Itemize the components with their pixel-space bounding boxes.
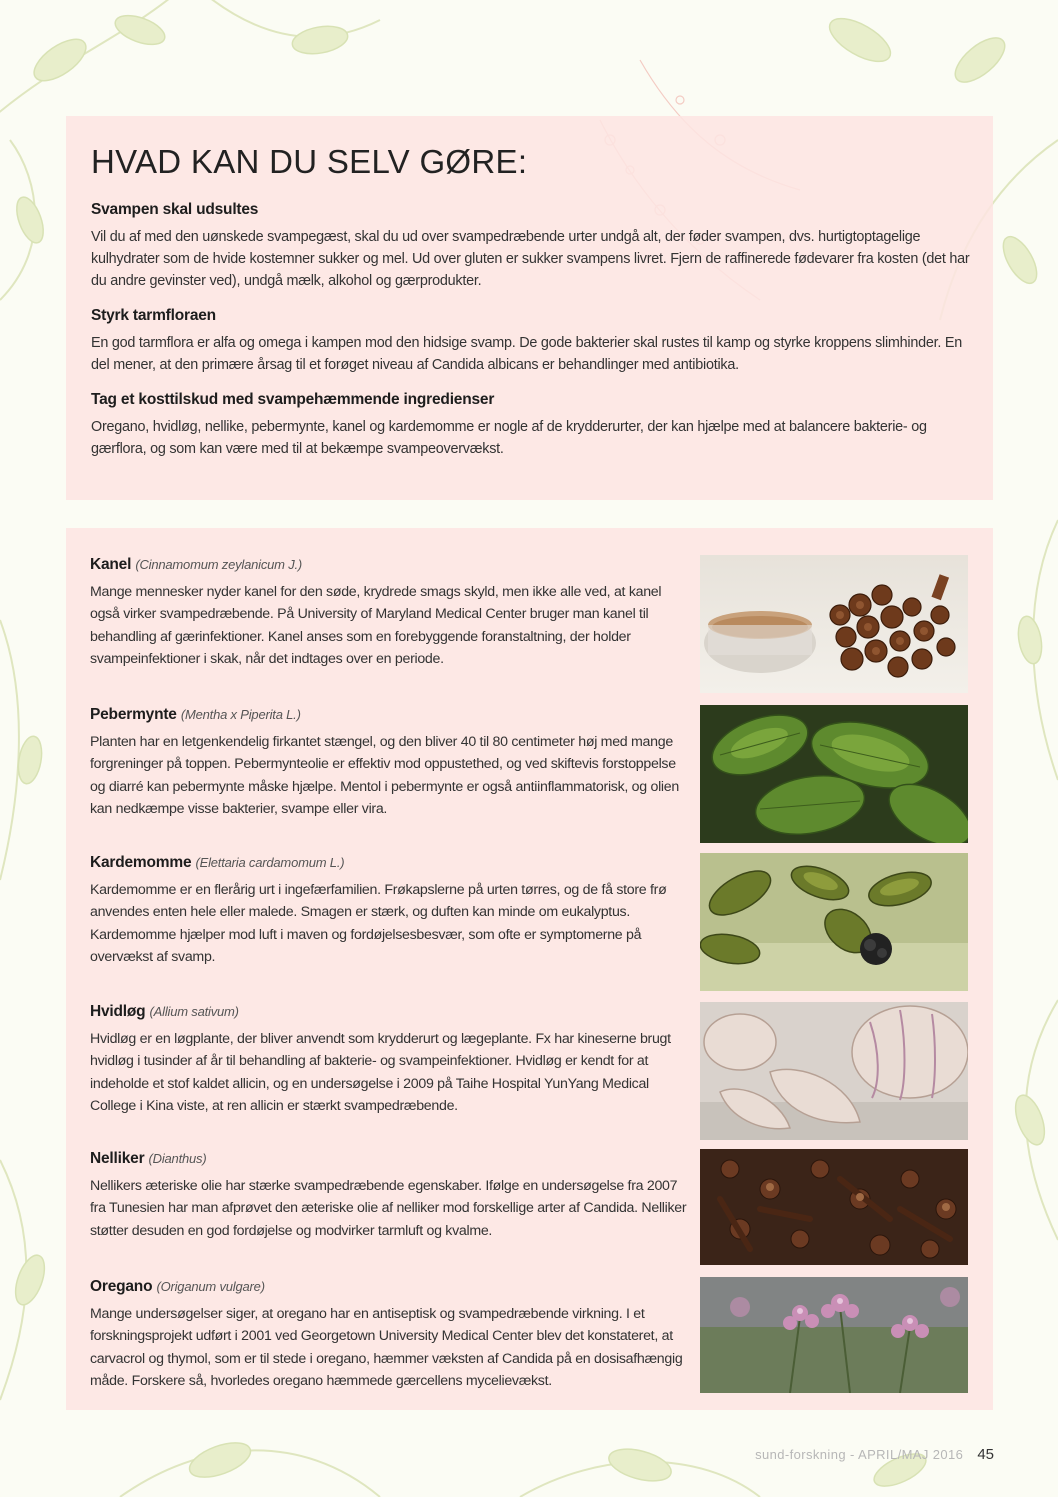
- herb-name: Kanel: [90, 556, 132, 573]
- tip-section-gut-flora: [91, 306, 968, 376]
- peppermint-photo: [700, 705, 968, 843]
- herb-title: [90, 705, 693, 725]
- herb-description: Planten har en letgenkendelig firkantet stængel, og den bliver 40 til 80 centimeter høj med mange forgreninger på toppen. Pebermynteolie er effektiv mod oppustethed, og ved skiftevis forstoppelse og diarré kan pebermynte måske hjælpe. Mentol i pebermynte er også antiinflammatorisk, og olien kan nedkæmpe visse bakterier, svampe eller vira.: [90, 734, 679, 817]
- herb-name: Oregano: [90, 1278, 153, 1295]
- herb-title: [90, 1277, 693, 1297]
- tip-body: En god tarmflora er alfa og omega i kampen mod den hidsige svamp. De gode bakterier skal rustes til kamp og styrke kroppens slimhinder. En del mener, at den primære årsag til et forøget niveau af Candida albicans er behandlinger med antibiotika.: [91, 335, 962, 373]
- cloves-photo: [700, 1149, 968, 1265]
- magazine-issue: sund-forskning - APRIL/MAJ 2016: [755, 1447, 964, 1462]
- oregano-photo: [700, 1277, 968, 1393]
- herb-item-pebermynte: [90, 705, 968, 845]
- herb-text: [90, 1002, 693, 1117]
- herb-item-kardemomme: [90, 853, 968, 993]
- herb-description: Nellikers æteriske olie har stærke svampedræbende egenskaber. Ifølge en undersøgelse fra 2007 fra Tunesien har man afprøvet den æteriske olie af nelliker mod forskellige arter af Candida. Nelliker støtter desuden en god fordøjelse og modvirker tarmluft og kvalme.: [90, 1178, 687, 1239]
- herb-name: Hvidløg: [90, 1003, 146, 1020]
- herb-name: Kardemomme: [90, 854, 192, 871]
- tips-panel: [66, 116, 993, 500]
- cardamom-photo: [700, 853, 968, 991]
- herb-item-nelliker: [90, 1149, 968, 1269]
- herb-latin-name: (Mentha x Piperita L.): [180, 707, 301, 722]
- herb-title: [90, 853, 693, 873]
- tip-body: Vil du af med den uønskede svampegæst, skal du ud over svampedræbende urter undgå alt, der føder svampen, dvs. hurtigtoptagelige kulhydrater som de hvide kostemner sukker og mel. Ud over gluten er sukker svampens livret. Fjern de raffinerede fødevarer fra kosten (det har du andre gevinster ved), undgå mælk, alkohol og gærprodukter.: [91, 229, 970, 289]
- herb-item-hvidloeg: [90, 1002, 968, 1142]
- tip-body: Oregano, hvidløg, nellike, pebermynte, kanel og kardemomme er nogle af de krydderurter, der kan hjælpe med at balancere bakterie- og gærflora, og som kan være med til at bekæmpe svampeovervækst.: [91, 419, 927, 457]
- herb-text: [90, 705, 693, 820]
- tip-section-supplement: [91, 390, 968, 460]
- tip-section-starve-fungus: [91, 200, 968, 292]
- tip-title: Tag et kosttilskud med svampehæmmende ingredienser: [91, 391, 495, 408]
- herb-latin-name: (Cinnamomum zeylanicum J.): [135, 557, 303, 572]
- herb-latin-name: (Elettaria cardamomum L.): [195, 855, 345, 870]
- tip-title: Svampen skal udsultes: [91, 201, 259, 218]
- herb-latin-name: (Dianthus): [148, 1151, 207, 1166]
- herb-text: [90, 853, 693, 968]
- herb-item-oregano: [90, 1277, 968, 1397]
- herbs-panel: [66, 528, 993, 1410]
- herb-text: [90, 1277, 693, 1392]
- page-title: HVAD KAN DU SELV GØRE:: [91, 143, 528, 180]
- herb-title: [90, 1149, 693, 1169]
- herb-description: Mange undersøgelser siger, at oregano har en antiseptisk og svampedræbende virkning. I et forskningsprojekt udført i 2001 ved Georgetown University Medical Center blev det konstateret, at carvacrol og thymol, som er til stede i oregano, hæmmer væksten af Candida på en dosisafhængig måde. Forskere så, hvorledes oregano hæmmede gærcellens mycelievækst.: [90, 1306, 683, 1389]
- herb-name: Nelliker: [90, 1150, 145, 1167]
- page-number: 45: [977, 1446, 994, 1463]
- herb-text: [90, 1149, 693, 1242]
- herb-name: Pebermynte: [90, 706, 177, 723]
- tip-title: Styrk tarmfloraen: [91, 307, 216, 324]
- herb-title: [90, 555, 693, 575]
- herb-description: Kardemomme er en flerårig urt i ingefærfamilien. Frøkapslerne på urten tørres, og de få store frø anvendes enten hele eller malede. Smagen er stærk, og duften kan minde om eukalyptus. Kardemomme hjælper mod luft i maven og fordøjelsesbesvær, som ofte er symptomerne på overvækst af svamp.: [90, 882, 667, 965]
- herb-text: [90, 555, 693, 670]
- herb-item-kanel: [90, 555, 968, 695]
- cinnamon-photo: [700, 555, 968, 693]
- herb-description: Mange mennesker nyder kanel for den søde, krydrede smags skyld, men ikke alle ved, at kanel også virker svampedræbende. På University of Maryland Medical Center bruger man kanel til behandling af gærinfektioner. Kanel anses som en forebyggende foranstaltning, der holder svampeinfektioner i skak, når det indtages over en periode.: [90, 584, 662, 667]
- herb-latin-name: (Allium sativum): [149, 1004, 239, 1019]
- herb-latin-name: (Origanum vulgare): [156, 1279, 265, 1294]
- garlic-photo: [700, 1002, 968, 1140]
- herb-title: [90, 1002, 693, 1022]
- page-footer: [755, 1446, 994, 1463]
- herb-description: Hvidløg er en løgplante, der bliver anvendt som krydderurt og lægeplante. Fx har kineserne brugt hvidløg i tusinder af år til behandling af bakterie- og svampeinfektioner. Hvidløg er kendt for at indeholde et stof kaldet allicin, og en undersøgelse i 2009 på Taihe Hospital YunYang Medical College i Kina viste, at ren allicin er stærkt svampedræbende.: [90, 1031, 671, 1114]
